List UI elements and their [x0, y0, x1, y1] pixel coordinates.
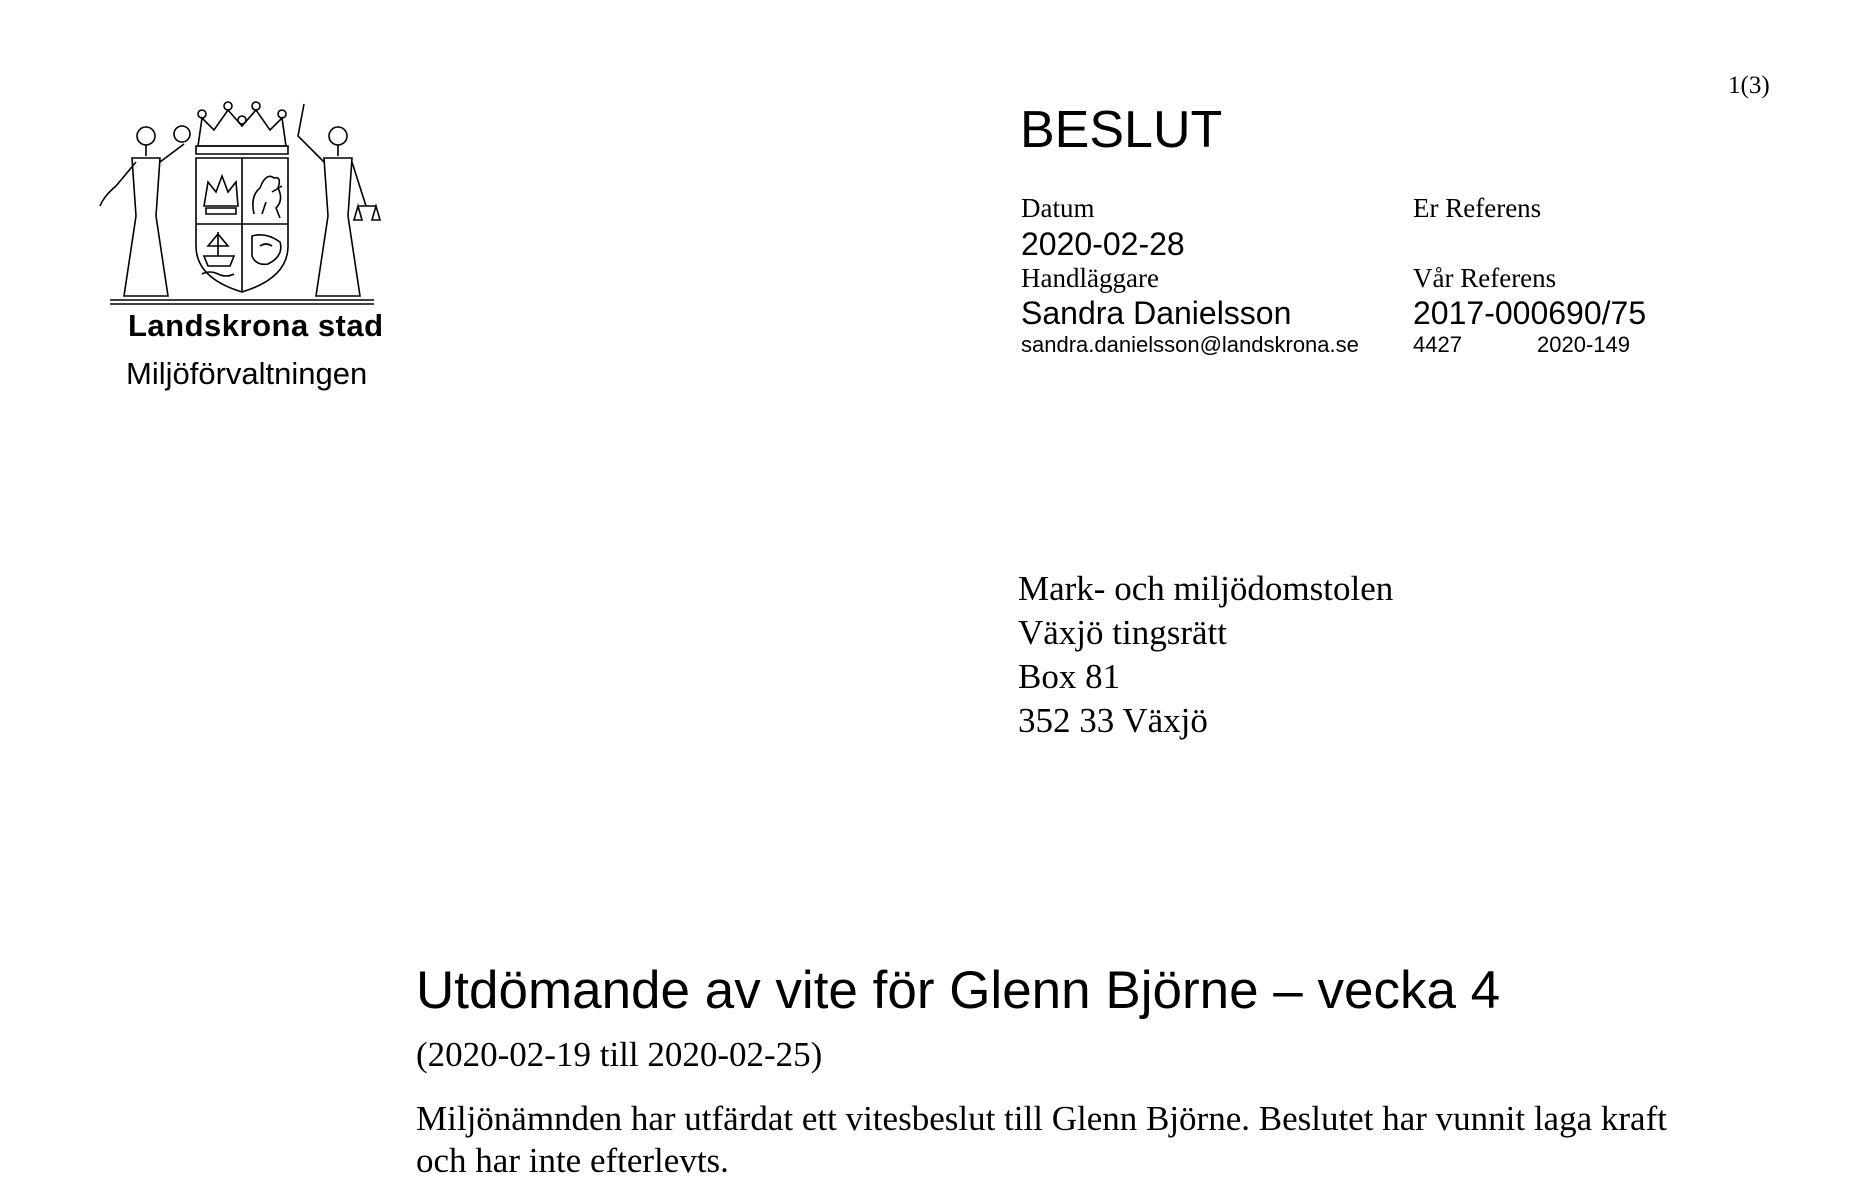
- address-line: Mark- och miljödomstolen: [1018, 569, 1394, 608]
- handler-label: Handläggare: [1021, 263, 1159, 293]
- handler-name: Sandra Danielsson: [1021, 295, 1292, 331]
- address-line: 352 33 Växjö: [1018, 701, 1208, 740]
- date-value: 2020-02-28: [1021, 226, 1185, 262]
- recipient-address: [1018, 567, 1393, 743]
- organization-name: Landskrona stad: [128, 308, 384, 343]
- coat-of-arms-icon: [96, 96, 388, 306]
- date-label: Datum: [1021, 193, 1095, 223]
- address-line: Växjö tingsrätt: [1018, 613, 1227, 652]
- reference-code-2: 2020-149: [1537, 332, 1630, 357]
- your-reference-label: Er Referens: [1413, 193, 1542, 223]
- our-reference-value: 2017-000690/75: [1413, 295, 1647, 331]
- body-paragraph: Miljönämnden har utfärdat ett vitesbeslut till Glenn Björne. Beslutet har vunnit laga kraft och har inte efterlevts.: [416, 1099, 1667, 1180]
- document-title: Utdömande av vite för Glenn Björne – vecka 4: [416, 961, 1501, 1020]
- document-subtitle: (2020-02-19 till 2020-02-25): [416, 1035, 823, 1074]
- reference-code-1: 4427: [1413, 332, 1462, 357]
- our-reference-label: Vår Referens: [1413, 263, 1557, 293]
- handler-email: sandra.danielsson@landskrona.se: [1021, 332, 1359, 357]
- page-number: 1(3): [1728, 72, 1770, 99]
- document-type: BESLUT: [1020, 101, 1223, 159]
- department-name: Miljöförvaltningen: [126, 356, 368, 391]
- address-line: Box 81: [1018, 657, 1121, 696]
